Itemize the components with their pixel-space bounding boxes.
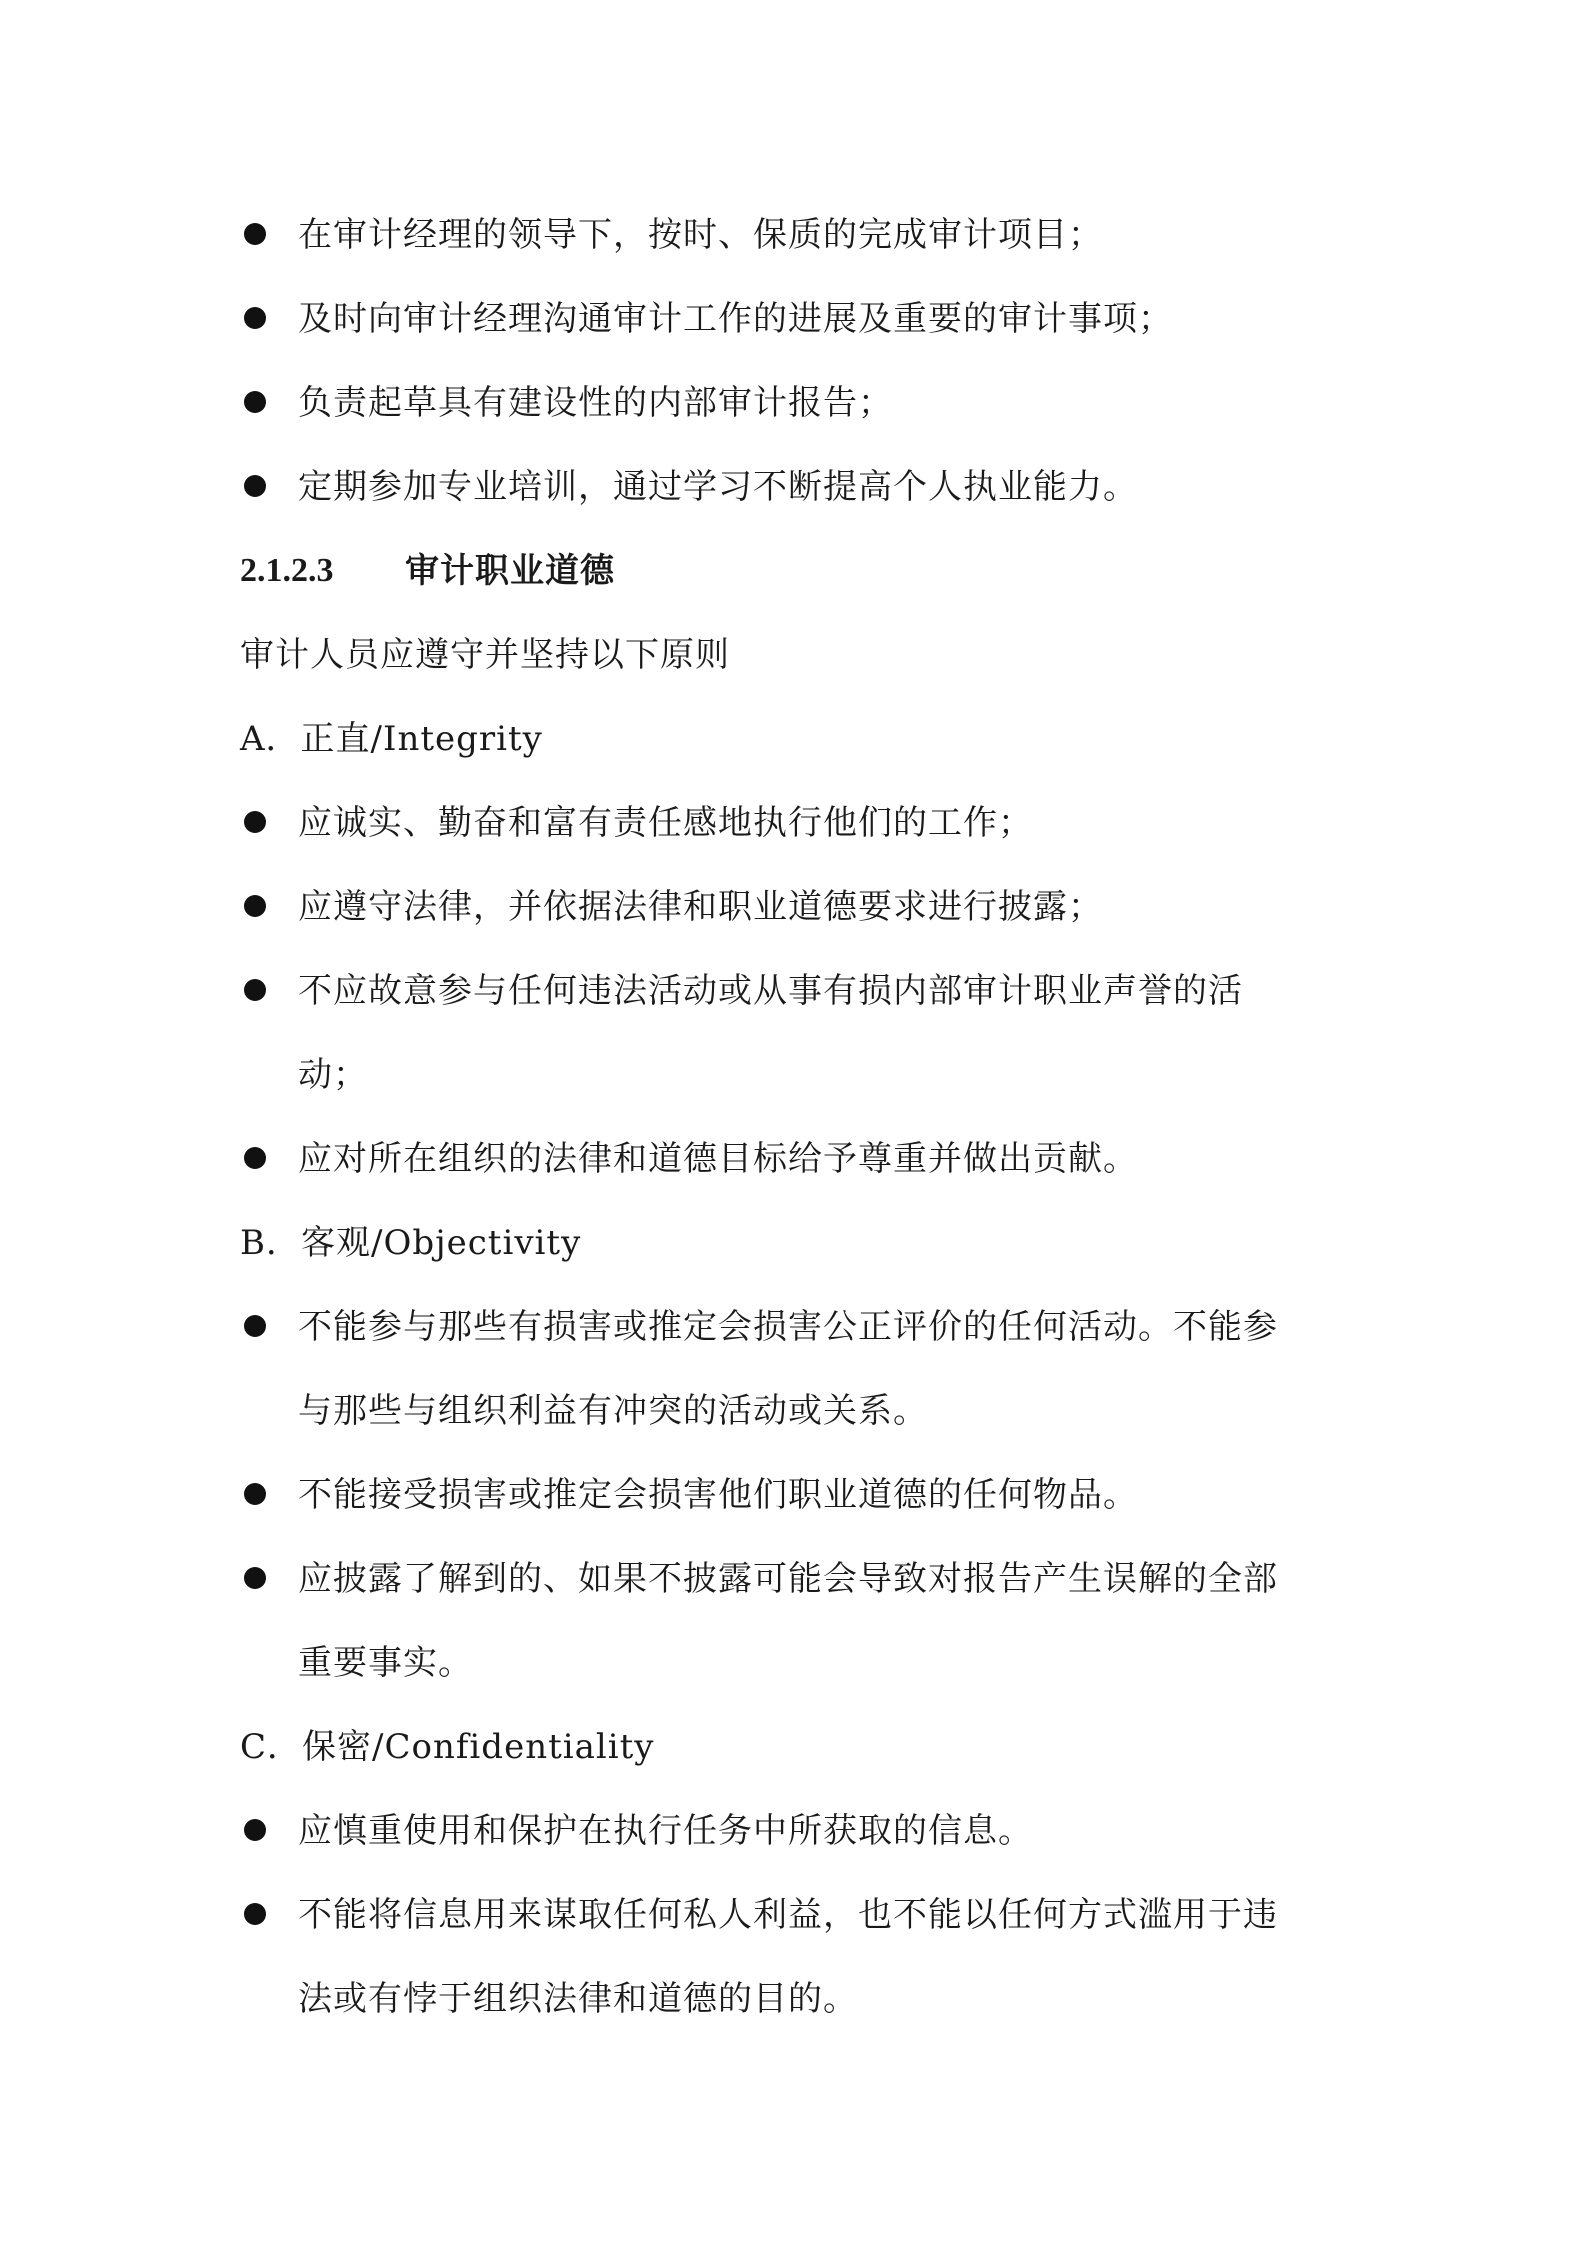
list-item-text: 在审计经理的领导下，按时、保质的完成审计项目； bbox=[298, 215, 1103, 255]
list-item-text: 不能接受损害或推定会损害他们职业道德的任何物品。 bbox=[298, 1475, 1138, 1515]
list-item-text: 应诚实、勤奋和富有责任感地执行他们的工作； bbox=[298, 803, 1033, 843]
bullet-icon bbox=[244, 895, 266, 917]
list-item bbox=[240, 380, 1360, 426]
bullet-icon bbox=[244, 811, 266, 833]
bullet-icon bbox=[244, 979, 266, 1001]
list-item-continuation: 法或有悖于组织法律和道德的目的。 bbox=[298, 1979, 858, 2019]
bullet-icon bbox=[244, 1315, 266, 1337]
list-item-continuation: 重要事实。 bbox=[298, 1643, 473, 1683]
bullet-icon bbox=[244, 307, 266, 329]
list-item bbox=[240, 1556, 1360, 1602]
list-item bbox=[240, 1136, 1360, 1182]
list-item bbox=[240, 1892, 1360, 1938]
list-item-text: 不应故意参与任何违法活动或从事有损内部审计职业声誉的活 bbox=[298, 971, 1243, 1011]
bullet-icon bbox=[244, 391, 266, 413]
bullet-icon bbox=[244, 1903, 266, 1925]
list-item-continuation: 与那些与组织利益有冲突的活动或关系。 bbox=[298, 1391, 928, 1431]
bullet-icon bbox=[244, 1483, 266, 1505]
bullet-icon bbox=[244, 1147, 266, 1169]
list-item-text: 不能将信息用来谋取任何私人利益，也不能以任何方式滥用于违 bbox=[298, 1895, 1278, 1935]
list-item-text: 及时向审计经理沟通审计工作的进展及重要的审计事项； bbox=[298, 299, 1173, 339]
bullet-icon bbox=[244, 475, 266, 497]
list-item bbox=[240, 212, 1360, 258]
list-item-continuation: 动； bbox=[298, 1055, 368, 1095]
list-item-text: 负责起草具有建设性的内部审计报告； bbox=[298, 383, 893, 423]
list-item-text: 应遵守法律，并依据法律和职业道德要求进行披露； bbox=[298, 887, 1103, 927]
list-item bbox=[240, 1472, 1360, 1518]
principle-heading-integrity: A．正直/Integrity bbox=[240, 719, 543, 759]
list-item bbox=[240, 1304, 1360, 1350]
list-item bbox=[240, 884, 1360, 930]
bullet-icon bbox=[244, 223, 266, 245]
list-item-text: 不能参与那些有损害或推定会损害公正评价的任何活动。不能参 bbox=[298, 1307, 1278, 1347]
list-item-text: 定期参加专业培训，通过学习不断提高个人执业能力。 bbox=[298, 467, 1138, 507]
section-title: 审计职业道德 bbox=[405, 551, 615, 591]
principle-heading-confidentiality: C．保密/Confidentiality bbox=[240, 1727, 655, 1767]
list-item bbox=[240, 800, 1360, 846]
list-item-text: 应慎重使用和保护在执行任务中所获取的信息。 bbox=[298, 1811, 1033, 1851]
list-item bbox=[240, 1808, 1360, 1854]
bullet-icon bbox=[244, 1819, 266, 1841]
intro-paragraph: 审计人员应遵守并坚持以下原则 bbox=[240, 635, 730, 675]
list-item bbox=[240, 296, 1360, 342]
list-item-text: 应对所在组织的法律和道德目标给予尊重并做出贡献。 bbox=[298, 1139, 1138, 1179]
bullet-icon bbox=[244, 1567, 266, 1589]
list-item-text: 应披露了解到的、如果不披露可能会导致对报告产生误解的全部 bbox=[298, 1559, 1278, 1599]
list-item bbox=[240, 464, 1360, 510]
list-item bbox=[240, 968, 1360, 1014]
principle-heading-objectivity: B．客观/Objectivity bbox=[240, 1223, 582, 1263]
section-number: 2.1.2.3 bbox=[240, 552, 334, 589]
